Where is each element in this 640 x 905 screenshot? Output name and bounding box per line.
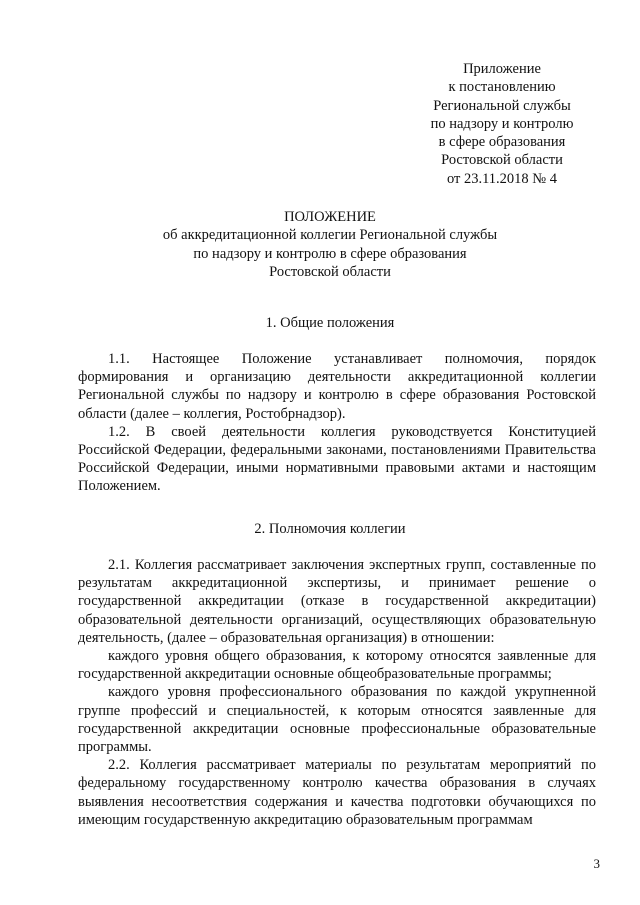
appendix-line: Приложение (463, 61, 541, 77)
appendix-line: Ростовской области (441, 152, 563, 169)
section-body-powers (78, 556, 596, 829)
paragraph-1-1: 1.1. Настоящее Положение устанавливает полномочия, порядок формирования и организацию деятельности аккредитационной коллегии Региональной службы по надзору и контролю в сфере образования Ростовской области (далее – коллегия, Ростобрнадзор). (78, 351, 596, 422)
page-number: 3 (593, 856, 600, 871)
appendix-line: Региональной службы (433, 97, 571, 114)
paragraph-1-2: 1.2. В своей деятельности коллегия руководствуется Конституцией Российской Федерации, федеральными законами, постановлениями Правительства Российской Федерации, иными нормативными правовыми актами и настоящим Положением. (78, 423, 596, 495)
paragraph-2-1-professional-level: каждого уровня профессионального образования по каждой укрупненной группе профессий и специальностей, к которым относятся заявленные для государственной аккредитации основные профессиональные образовательные программы. (78, 684, 596, 756)
title-line: ПОЛОЖЕНИЕ (284, 209, 376, 225)
appendix-line: к постановлению (448, 79, 556, 96)
appendix-header (392, 60, 612, 188)
appendix-line: в сфере образования (438, 134, 566, 151)
paragraph-2-1-general-level: каждого уровня общего образования, к которому относятся заявленные для государственной аккредитации основные общеобразовательные программы; (78, 648, 596, 683)
section-heading-general: 1. Общие положения (265, 315, 395, 331)
paragraph-2-1: 2.1. Коллегия рассматривает заключения экспертных групп, составленные по результатам аккредитационной экспертизы, и принимает решение о государственной аккредитации (отказе в государственной аккредитации) образовательной деятельности организаций, осуществляющих образовательную деятельность, (далее – образовательная организация) в отношении: (78, 557, 596, 646)
document-title (78, 208, 582, 281)
title-line: по надзору и контролю в сфере образования (193, 245, 467, 262)
appendix-line: по надзору и контролю (430, 115, 574, 132)
appendix-date-line: от 23.11.2018 № 4 (446, 170, 558, 187)
title-line: Ростовской области (269, 263, 391, 280)
section-body-general (78, 350, 596, 496)
title-line: об аккредитационной коллегии Региональной службы (162, 227, 498, 244)
paragraph-2-2: 2.2. Коллегия рассматривает материалы по результатам мероприятий по федеральному государственному контролю качества образования в случаях выявления несоответствия содержания и качества подготовки обучающихся по имеющим государственную аккредитацию образовательным программам (78, 757, 596, 828)
section-heading-powers: 2. Полномочия коллегии (254, 521, 406, 537)
